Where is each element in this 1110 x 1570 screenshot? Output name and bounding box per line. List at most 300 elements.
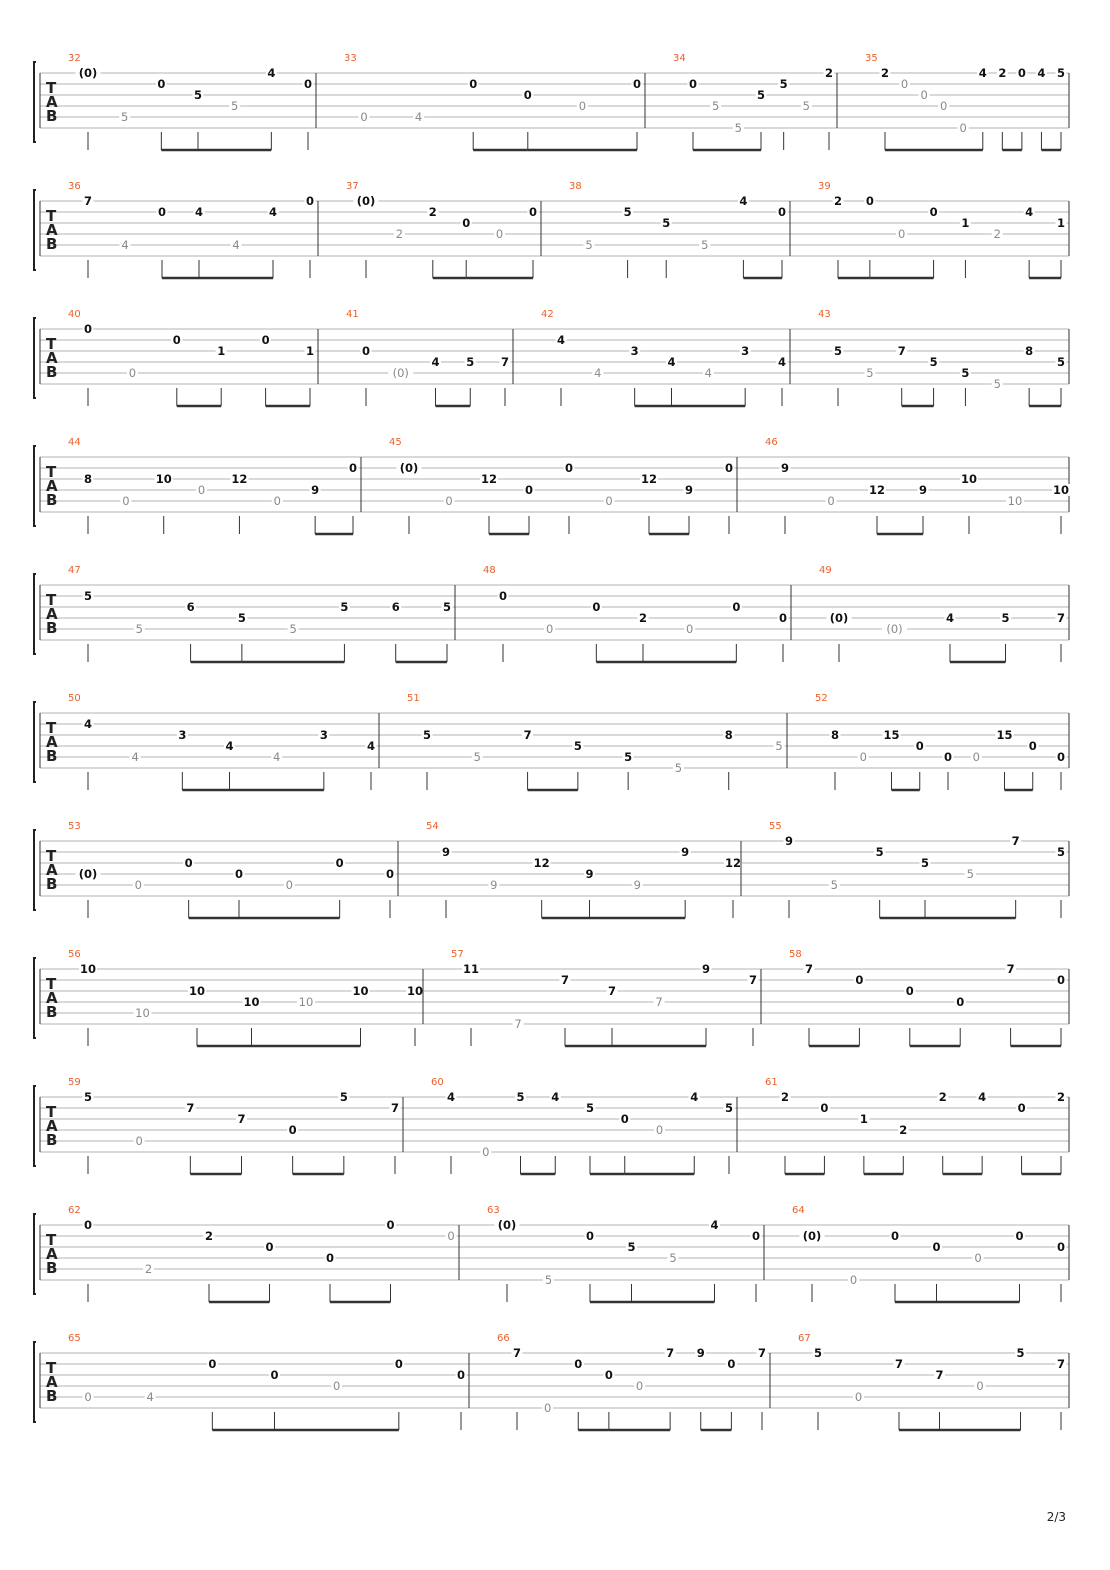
fret-number: 5 [775,739,783,753]
fret-number: 0 [273,494,281,508]
fret-number: 0 [778,611,788,625]
fret-number: 0 [585,1229,595,1243]
fret-number: 2 [824,66,834,80]
tab-clef-letter: B [46,1259,58,1277]
fret-number: 10 [406,984,424,998]
fret-number: 4 [710,1218,719,1232]
fret-number: 4 [777,355,787,369]
fret-number: 0 [959,121,967,135]
measure-number: 36 [68,181,81,192]
fret-number: 6 [186,600,195,614]
fret-number: 0 [890,1229,900,1243]
fret-number: 4 [194,205,204,219]
fret-number: 0 [635,1379,644,1393]
tab-clef-letter: T [46,463,57,481]
fret-number: 0 [820,1101,829,1115]
fret-number: 0 [1056,750,1066,764]
fret-number: 0 [445,494,453,508]
fret-number: (0) [399,461,419,475]
measure-number: 44 [68,437,81,448]
measure-number: 39 [818,181,831,192]
fret-number: 6 [391,600,400,614]
fret-number: 0 [134,878,142,892]
fret-number: 5 [929,355,938,369]
fret-number: 0 [932,1240,941,1254]
fret-number: 5 [624,750,633,764]
measure-number: 61 [765,1077,778,1088]
fret-number: 9 [780,461,790,475]
fret-number: 5 [544,1273,553,1287]
fret-number: 7 [666,1346,675,1360]
fret-number: 0 [751,1229,761,1243]
measure-number: 42 [541,309,554,320]
fret-number: 0 [325,1251,335,1265]
fret-number: 7 [894,1357,904,1371]
measure-number: 65 [68,1333,81,1344]
fret-number: 2 [833,194,843,208]
fret-number: 5 [340,600,349,614]
measure-number: 43 [818,309,831,320]
tab-clef-letter: B [46,619,58,637]
fret-number: 5 [813,1346,823,1360]
fret-number: 11 [462,962,480,976]
fret-number: 0 [865,194,874,208]
fret-number: 0 [303,77,313,91]
measure-number: 40 [68,309,81,320]
fret-number: 9 [701,962,711,976]
fret-number: 12 [724,856,742,870]
fret-number: 4 [556,333,566,347]
fret-number: 7 [1011,834,1020,848]
fret-number: 5 [585,238,593,252]
fret-number: 0 [940,99,948,113]
measure-number: 59 [68,1077,81,1088]
fret-number: 1 [859,1112,868,1126]
fret-number: 10 [243,995,260,1009]
fret-number: 3 [630,344,639,358]
fret-number: 0 [498,589,508,603]
measure-number: 62 [68,1205,81,1216]
fret-number: 1 [961,216,970,230]
fret-number: 0 [849,1273,858,1287]
fret-number: 4 [83,717,93,731]
fret-number: 0 [1015,1229,1024,1243]
fret-number: (0) [802,1229,822,1243]
fret-number: 8 [830,728,840,742]
fret-number: 5 [516,1090,525,1104]
fret-number: 15 [996,728,1013,742]
fret-number: 2 [144,1262,153,1276]
fret-number: 0 [732,600,741,614]
tab-clef-letter: A [46,605,58,623]
fret-number: 5 [585,1101,595,1115]
fret-number: 0 [1056,1240,1066,1254]
tab-clef-letter: B [46,1131,58,1149]
fret-number: 5 [779,77,788,91]
fret-number: 4 [268,205,278,219]
fret-number: 0 [157,205,167,219]
fret-number: 5 [1056,845,1066,859]
system-bracket [34,62,36,142]
measure-number: 32 [68,53,81,64]
fret-number: 5 [833,344,843,358]
fret-number: 4 [1025,205,1034,219]
fret-number: 5 [442,600,452,614]
fret-number: 4 [225,739,234,753]
tab-clef-letter: T [46,79,57,97]
fret-number: 0 [122,494,130,508]
fret-number: 7 [560,973,570,987]
fret-number: 0 [854,1390,863,1404]
fret-number: 5 [1056,355,1066,369]
fret-number: 12 [640,472,658,486]
fret-number: 5 [734,121,742,135]
fret-number: 7 [390,1101,400,1115]
fret-number: 5 [121,110,129,124]
fret-number: 9 [311,483,320,497]
fret-number: (0) [78,66,98,80]
fret-number: 7 [237,1112,246,1126]
fret-number: 0 [827,494,835,508]
fret-number: 10 [352,984,369,998]
fret-number: 0 [546,622,554,636]
fret-number: 2 [204,1229,214,1243]
fret-number: 5 [193,88,203,102]
fret-number: 5 [1016,1346,1025,1360]
fret-number: 0 [898,227,906,241]
fret-number: 5 [1056,66,1066,80]
fret-number: 0 [208,1357,217,1371]
fret-number: 5 [83,1090,93,1104]
fret-number: 0 [524,483,534,497]
system-bracket [34,190,36,270]
fret-number: 0 [976,1379,984,1393]
tab-clef-letter: T [46,207,57,225]
fret-number: 7 [1056,1357,1066,1371]
tab-clef-letter: A [46,1117,58,1135]
fret-number: 0 [956,995,965,1009]
fret-number: 4 [945,611,955,625]
fret-number: 0 [905,984,914,998]
fret-number: 4 [366,739,376,753]
tab-clef-letter: B [46,491,58,509]
fret-number: 0 [900,77,909,91]
fret-number: 7 [757,1346,767,1360]
fret-number: 10 [1007,494,1023,508]
fret-number: 4 [1037,66,1046,80]
fret-number: 5 [623,205,632,219]
fret-number: 2 [993,227,1001,241]
fret-number: 5 [712,99,720,113]
tab-clef-letter: B [46,1387,58,1405]
fret-number: 0 [1056,973,1066,987]
measure-number: 33 [344,53,357,64]
fret-number: 5 [237,611,246,625]
fret-number: 4 [704,366,712,380]
fret-number: 0 [385,867,395,881]
fret-number: 1 [1056,216,1066,230]
measure-number: 35 [865,53,878,64]
fret-number: 0 [83,1218,93,1232]
fret-number: 5 [802,99,810,113]
fret-number: 0 [972,750,980,764]
fret-number: 5 [866,366,874,380]
fret-number: 3 [319,728,328,742]
tab-clef-letter: T [46,591,57,609]
fret-number: 0 [135,1134,143,1148]
system-bracket [34,574,36,654]
fret-number: 0 [447,1229,455,1243]
measure-number: 48 [483,565,496,576]
fret-number: 2 [395,227,404,241]
measure-number: 54 [426,821,439,832]
fret-number: 10 [960,472,978,486]
fret-number: 5 [724,1101,734,1115]
tab-clef-letter: A [46,93,58,111]
measure-number: 55 [769,821,782,832]
fret-number: 0 [335,856,344,870]
fret-number: 2 [880,66,890,80]
fret-number: 9 [696,1346,705,1360]
fret-number: 12 [231,472,248,486]
tab-clef-letter: T [46,719,57,737]
fret-number: 9 [490,878,498,892]
fret-number: 0 [456,1368,466,1382]
page-number: 2/3 [1046,1510,1066,1524]
fret-number: 7 [655,995,663,1009]
fret-number: 2 [938,1090,947,1104]
fret-number: 7 [897,344,906,358]
fret-number: 0 [265,1240,274,1254]
measure-number: 50 [68,693,81,704]
system-bracket [34,1214,36,1294]
fret-number: 0 [157,77,166,91]
fret-number: 5 [830,878,838,892]
measure-number: 49 [819,565,832,576]
fret-number: 5 [875,845,884,859]
fret-number: 0 [184,856,193,870]
fret-number: 2 [998,66,1007,80]
fret-number: 5 [961,366,970,380]
system-bracket [34,1086,36,1166]
fret-number: 0 [361,344,371,358]
fret-number: (0) [392,366,409,380]
fret-number: 0 [655,1123,664,1137]
fret-number: 2 [899,1123,908,1137]
fret-number: 4 [414,110,423,124]
fret-number: 0 [915,739,924,753]
fret-number: 9 [684,483,694,497]
fret-number: 4 [594,366,602,380]
measure-number: 45 [389,437,402,448]
fret-number: 8 [1025,344,1034,358]
system-bracket [34,958,36,1038]
fret-number: 12 [533,856,550,870]
measure-number: 38 [569,181,582,192]
fret-number: 4 [232,238,240,252]
fret-number: 4 [267,66,276,80]
system-bracket [34,1342,36,1422]
fret-number: 0 [288,1123,297,1137]
fret-number: 5 [135,622,143,636]
fret-number: 0 [1028,739,1037,753]
fret-number: 4 [690,1090,699,1104]
fret-number: 0 [929,205,938,219]
fret-number: 2 [1056,1090,1066,1104]
fret-number: (0) [356,194,376,208]
fret-number: 0 [605,494,613,508]
tab-clef-letter: T [46,1103,57,1121]
measure-number: 57 [451,949,464,960]
fret-number: 0 [128,366,137,380]
fret-number: 5 [966,867,974,881]
system-bracket [34,318,36,398]
fret-number: 0 [543,1401,552,1415]
fret-number: 5 [466,355,475,369]
fret-number: 2 [638,611,648,625]
fret-number: 0 [348,461,358,475]
fret-number: 4 [273,750,281,764]
fret-number: 4 [131,750,139,764]
tab-clef-letter: T [46,975,57,993]
fret-number: 12 [868,483,886,497]
fret-number: 5 [662,216,671,230]
fret-number: 2 [428,205,437,219]
fret-number: 7 [186,1101,195,1115]
fret-number: 0 [523,88,532,102]
fret-number: 7 [935,1368,944,1382]
fret-number: 10 [135,1006,150,1020]
tab-clef-letter: T [46,847,57,865]
fret-number: 0 [1017,1101,1026,1115]
tab-clef-letter: T [46,335,57,353]
fret-number: 5 [756,88,766,102]
system-bracket [34,446,36,526]
tab-clef-letter: A [46,861,58,879]
fret-number: 5 [627,1240,636,1254]
fret-number: 0 [859,750,867,764]
tab-clef-letter: B [46,875,58,893]
fret-number: 10 [298,995,314,1009]
fret-number: 0 [495,227,504,241]
tab-clef-letter: T [46,1359,57,1377]
fret-number: 2 [780,1090,790,1104]
fret-number: 0 [83,322,93,336]
fret-number: 0 [84,1390,92,1404]
fret-number: 9 [784,834,794,848]
fret-number: 7 [500,355,510,369]
fret-number: 0 [574,1357,583,1371]
fret-number: 4 [431,355,440,369]
fret-number: 8 [724,728,733,742]
fret-number: 0 [855,973,864,987]
fret-number: 0 [394,1357,403,1371]
fret-number: 0 [604,1368,613,1382]
fret-number: 5 [231,99,239,113]
fret-number: (0) [829,611,849,625]
measure-number: 37 [346,181,359,192]
fret-number: 5 [993,377,1001,391]
fret-number: 0 [462,216,471,230]
fret-number: 9 [633,878,641,892]
tab-clef-letter: B [46,107,58,125]
system-bracket [34,702,36,782]
tab-clef-letter: B [46,235,58,253]
measure-number: 66 [497,1333,510,1344]
measure-number: 58 [789,949,802,960]
fret-number: 4 [978,66,987,80]
tab-clef-letter: A [46,221,58,239]
fret-number: 0 [234,867,244,881]
measure-number: 47 [68,565,81,576]
fret-number: 0 [1017,66,1026,80]
fret-number: (0) [78,867,98,881]
fret-number: 5 [83,589,93,603]
fret-number: 0 [528,205,538,219]
fret-number: 0 [632,77,642,91]
tab-clef-letter: A [46,989,58,1007]
fret-number: 7 [83,194,93,208]
measure-number: 60 [431,1077,444,1088]
fret-number: 5 [339,1090,348,1104]
measure-number: 53 [68,821,81,832]
fret-number: 10 [1052,483,1070,497]
fret-number: 0 [564,461,574,475]
measure-number: 63 [487,1205,500,1216]
fret-number: 0 [197,483,206,497]
fret-number: 0 [920,88,928,102]
fret-number: 0 [592,600,601,614]
fret-number: 7 [607,984,617,998]
fret-number: 0 [688,77,698,91]
fret-number: 0 [360,110,368,124]
fret-number: 0 [285,878,293,892]
fret-number: 0 [777,205,787,219]
fret-number: 0 [724,461,734,475]
fret-number: 15 [883,728,900,742]
fret-number: 0 [727,1357,736,1371]
fret-number: 5 [573,739,582,753]
measure-number: 51 [407,693,420,704]
fret-number: 0 [261,333,270,347]
fret-number: 4 [739,194,748,208]
fret-number: 7 [748,973,758,987]
fret-number: 5 [701,238,709,252]
fret-number: 4 [146,1390,154,1404]
tab-clef-letter: A [46,349,58,367]
tab-clef-letter: B [46,1003,58,1021]
fret-number: 7 [512,1346,522,1360]
fret-number: 5 [422,728,432,742]
fret-number: 8 [83,472,93,486]
fret-number: (0) [886,622,903,636]
fret-number: 1 [217,344,226,358]
fret-number: 0 [305,194,315,208]
fret-number: 4 [667,355,676,369]
fret-number: 0 [943,750,953,764]
fret-number: 7 [1006,962,1015,976]
tab-clef-letter: A [46,477,58,495]
fret-number: 0 [333,1379,341,1393]
fret-number: 3 [178,728,187,742]
fret-number: 10 [188,984,206,998]
fret-number: 7 [523,728,532,742]
tab-clef-letter: A [46,733,58,751]
fret-number: 4 [978,1090,987,1104]
tab-clef-letter: T [46,1231,57,1249]
measure-number: 34 [673,53,686,64]
measure-number: 41 [346,309,359,320]
